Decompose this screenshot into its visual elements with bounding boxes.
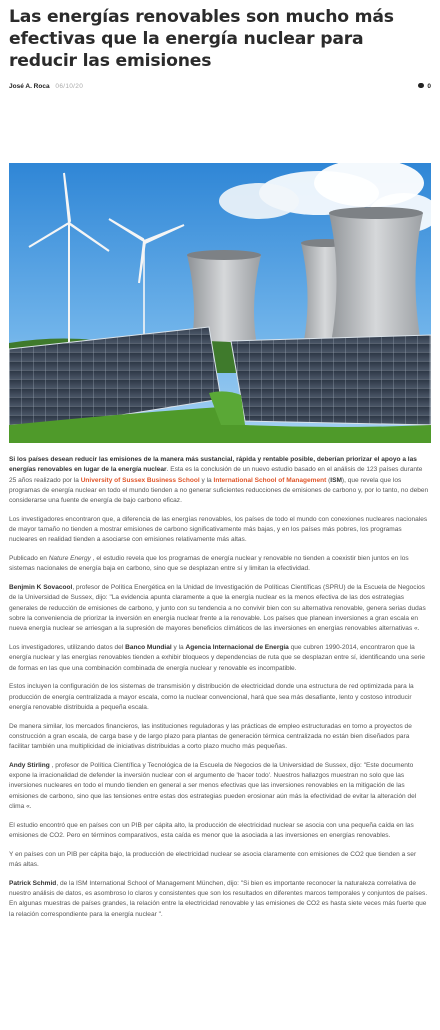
person-name: Patrick Schmid — [9, 879, 57, 887]
person-name: Benjmin K Sovacool — [9, 584, 73, 592]
text-span: , el estudio revela que los programas de energía nuclear y renovable no tienden a coexistir bien juntos en los sistemas nacionales de energía baja en carbono, sino que se desplazan entre sí y limitan la efectividad. — [9, 555, 409, 573]
text-span: ( — [326, 476, 331, 484]
paragraph-7: De manera similar, los mercados financieros, las instituciones reguladoras y las prácticas de empleo estructuradas en torno a proyectos de construcción a gran escala, de carga base y de largo plazo para plantas de generación térmica centralizada no están bien diseñados para facilitar también una multiplicidad de iniciativas distribuidas a corto plazo mucho más pequeñas. — [9, 722, 412, 751]
comments-link[interactable] — [418, 83, 431, 90]
org-name: Agencia Internacional de Energía — [185, 644, 289, 652]
paragraph-11 — [9, 879, 429, 920]
text-span: que cubren 1990-2014, encontraron que la energía nuclear y las energías renovables tienden a exhibir bloqueos y dependencias de ruta que se desplazan entre sí, identificando una serie de formas en las que una combinación combinada de energía nuclear y renovable es incompatible. — [9, 644, 426, 672]
text-span: , de la ISM International School of Management München, dijo: "Si bien es importante reconocer la naturaleza correlativa de nuestro análisis de datos, es asombroso lo claros y consistentes que son los resultados en diferentes marcos temporales y conjuntos de países. En algunas muestras de países grandes, la relación entre la electricidad renovable y las emisiones de CO2 es hasta siete veces más fuerte que la relación correspondiente para la energía nuclear ". — [9, 879, 428, 918]
paragraph-6: Estos incluyen la configuración de los sistemas de transmisión y distribución de electricidad donde una estructura de red optimizada para la producción de energía centralizada a mayor escala, como la nuclear convencional, hará que sea más desafiante, lento y costoso introducir energía renovable distribuida a pequeña escala. — [9, 683, 414, 711]
article-title: Las energías renovables son mucho más efectivas que la energía nuclear para reducir las emisiones — [9, 7, 394, 71]
person-name: Andy Stirling — [9, 761, 50, 769]
paragraph-10: Y en países con un PIB per cápita bajo, la producción de electricidad nuclear se asocia claramente con emisiones de CO2 que tienden a ser más altas. — [9, 850, 417, 869]
paragraph-5 — [9, 643, 429, 674]
text-span: , profesor de Política Energética en la Unidad de Investigación de Políticas Científicas (SPRU) de la Escuela de Negocios de la Universidad de Sussex, dijo: "La evidencia apunta claramente a que la energía nuclear es la menos efectiva de las dos estrategias generales de reducción de emisiones de carbono, y junto con su tendencia a no convivir bien con su alternativa renovable, genera serias dudas sobre la conveniencia de priorizar la inversión en energía nuclear frente a la renovable. Los países que planean inversiones a gran escala en nueva energía nuclear se arriesgan a la supresión de mayores beneficios climáticos de las inversiones en energías renovables alternativas «. — [9, 584, 426, 633]
text-span: Los investigadores, utilizando datos del — [9, 644, 126, 652]
ism-abbrev: ISM — [330, 476, 342, 484]
text-span: . Esta es la conclusión de un nuevo estudio basado en el análisis de 123 países durante 25 años realizado por la — [9, 466, 423, 484]
lead-text: Si los países desean reducir las emisiones de la manera más sustancial, rápida y rentable posible, deberían priorizar el apoyo a las energías renovables en lugar de la energía nuclear — [9, 456, 417, 474]
paragraph-3 — [9, 554, 429, 575]
journal-name: Nature Energy — [48, 555, 91, 563]
comment-icon — [418, 83, 424, 88]
text-span: y la — [171, 644, 186, 652]
text-span: Publicado en — [9, 555, 49, 563]
article-image — [9, 163, 431, 443]
solar-wind-nuclear-photo-icon — [9, 163, 431, 443]
article-meta — [9, 83, 431, 95]
paragraph-1 — [9, 455, 429, 506]
ism-link[interactable]: International School of Management — [213, 476, 327, 484]
text-span: ), que revela que los programas de energía nuclear en todo el mundo tienden a no generar suficientes reducciones de emisiones de carbono y, por lo tanto, no deben considerarse una fuente de energía de bajo carbono eficaz. — [9, 476, 429, 505]
comments-count: 0 — [427, 83, 431, 90]
article-body — [9, 455, 429, 928]
paragraph-8 — [9, 761, 429, 812]
paragraph-2: Los investigadores encontraron que, a diferencia de las energías renovables, los países de todo el mundo con conexiones nucleares nacionales de mayor tamaño no tienden a mostrar emisiones de carbono significativamente más bajas, y en los países más pobres, los programas nucleares en realidad tienden a asociarse con emisiones relativamente más altas. — [9, 515, 428, 544]
author-link[interactable]: José A. Roca — [9, 83, 50, 90]
paragraph-9: El estudio encontró que en países con un PIB per cápita alto, la producción de electricidad nuclear se asocia con una pequeña caída en las emisiones de CO2. Pero en términos comparativos, esta caída es menor que la asociada a las inversiones en energías renovables. — [9, 821, 414, 840]
org-name: Banco Mundial — [125, 644, 172, 652]
publish-date: 06/10/20 — [55, 83, 84, 90]
paragraph-4 — [9, 583, 429, 634]
text-span: y la — [199, 476, 214, 484]
text-span: , profesor de Política Científica y Tecnológica de la Escuela de Negocios de la Universidad de Sussex, dijo: "Este documento expone la irracionalidad de defender la inversión nuclear con el argumento de 'hacer todo'. Nuestros hallazgos muestran no solo que las inversiones nucleares en todo el mundo tienden en general a ser menos efectivas que las inversiones renovables en la mitigación de las emisiones de carbono, sino que las tensiones entre estas dos estrategias pueden erosionar aún más la efectividad de evitar la alteración del clima «. — [9, 761, 417, 811]
sussex-link[interactable]: University of Sussex Business School — [80, 476, 200, 484]
